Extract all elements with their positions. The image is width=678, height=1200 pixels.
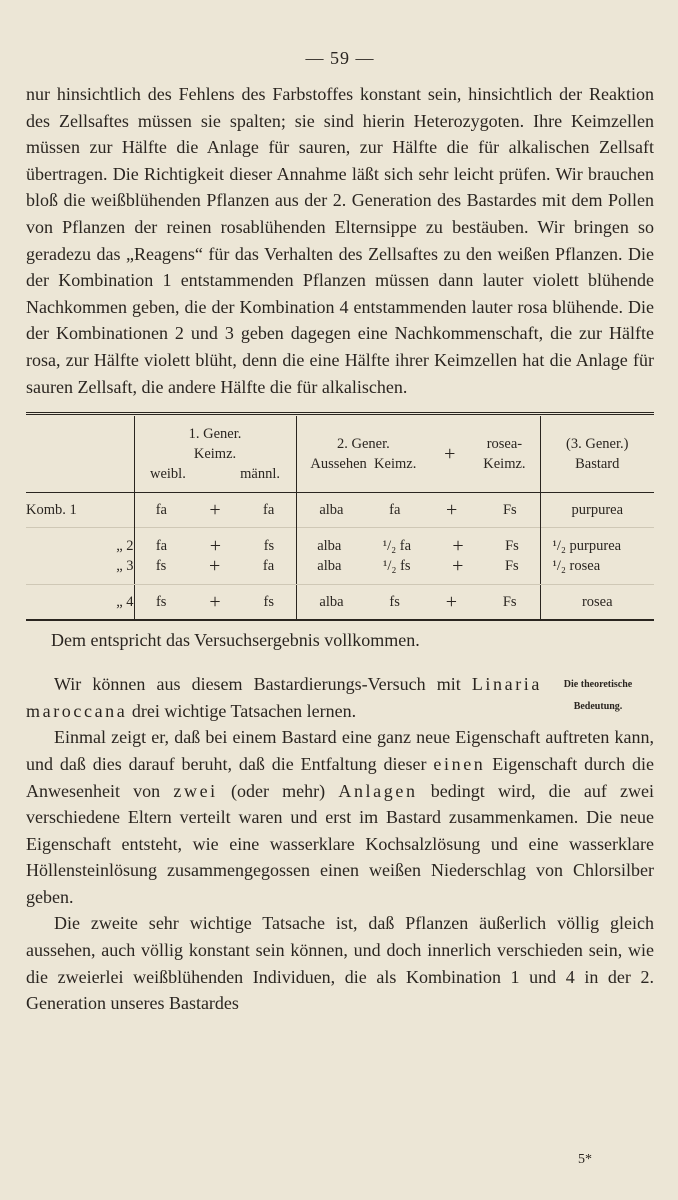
paragraph-4: Die zweite sehr wichtige Tatsache ist, daß Pflanzen äußerlich völlig gleich aussehen, auch völlig konstant sein können, und doch innerlich verschieden sein, wie die zweierlei weißblühenden Individuen, die als Kombination 1 und 4 in der 2. Generation unseres Bastardes [26, 913, 654, 1014]
table-caption: Dem entspricht das Versuchsergebnis vollkommen. [51, 630, 420, 651]
table-row: Komb. 1 fa + fa alba fa + Fs purpurea [26, 493, 654, 528]
page-number: — 59 — [305, 48, 375, 68]
paragraph-2: Wir können aus diesem Bastardierungs-Versuch mit Linaria maroccana drei wichtige Tatsachen lernen. [26, 674, 542, 721]
header-gen1: 1. Gener. Keimz. weibl. männl. [134, 416, 296, 493]
paragraph-3: Einmal zeigt er, daß bei einem Bastard eine ganz neue Eigenschaft auftreten kann, und daß dies darauf beruht, daß die Entfaltung dieser einen Eigenschaft durch die Anwesenheit von zwei (oder mehr) Anlagen bedingt wird, die auf zwei verschiedene Eltern verteilt waren und erst im Bastard zusammenkamen. Die neue Eigenschaft entsteht, wie eine wasserklare Kochsalzlösung und eine wasserklare Höllensteinlösung zusammengegossen einen weißen Niederschlag von Chlorsilber geben. [26, 727, 655, 907]
intro-paragraph: nur hinsichtlich des Fehlens des Farbstoffes konstant sein, hinsichtlich der Reaktion des Zellsaftes müssen sie spalten; sie sind hierin Heterozygoten. Ihre Keimzellen müssen zur Hälfte die Anlage für sauren, zur Hälfte die für alkalischen Zellsaft übertragen. Die Richtigkeit dieser Annahme läßt sich sehr leicht prüfen. Wir brauchen bloß die weißblühenden Pflanzen aus der 2. Generation des Bastardes mit dem Pollen von Pflanzen der reinen rosablühenden Elternsippe zu bestäuben. Wir bringen so geradezu das „Reagens“ für das Verhalten des Zellsaftes zu den weißen Pflanzen. Die der Kombination 1 entstammenden Pflanzen müssen dann lauter violett blühende Nachkommen geben, die der Kombination 4 entstammenden lauter rosa blühende. Die der Kombinationen 2 und 3 geben dagegen eine Nachkommenschaft, die zur Hälfte rosa, zur Hälfte violett blüht, denn die eine Hälfte ihrer Keimzellen hat die Anlage für sauren Zellsaft, die andere Hälfte die für alkalischen. [26, 84, 654, 397]
table-row: „ 2 „ 3 fa + fs fs + fa alba ¹/₂ fa + Fs alba ¹/₂ fs + Fs ¹/₂ purpurea ¹/₂ rosea [26, 528, 654, 585]
header-empty [26, 416, 134, 493]
margin-note: Die theoretische Bedeutung. [563, 679, 633, 713]
signature-mark: 5* [578, 1152, 592, 1167]
table-row: „ 4 fs + fs alba fs + Fs rosea [26, 585, 654, 620]
header-gen3: (3. Gener.) Bastard [540, 416, 654, 493]
results-table [26, 412, 654, 621]
header-gen2: 2. Gener. Aussehen Keimz. + rosea- Keimz. [296, 416, 540, 493]
paragraph-with-margin-note [26, 671, 654, 724]
